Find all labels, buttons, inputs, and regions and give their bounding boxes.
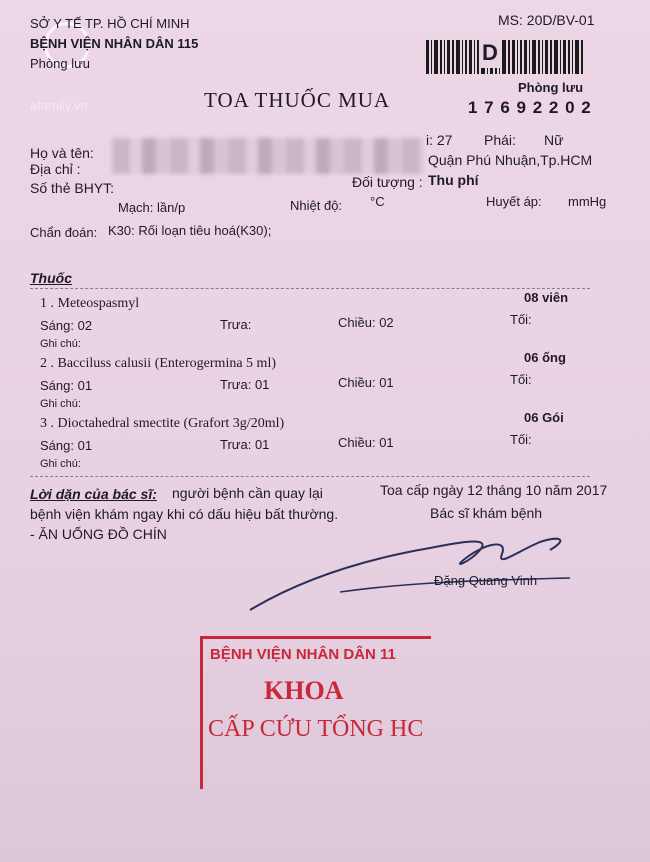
bhyt-label: Số thẻ BHYT: <box>30 180 115 196</box>
document-title: TOA THUỐC MUA <box>204 88 391 112</box>
diagnosis-value: K30: Rối loạn tiêu hoá(K30); <box>108 223 272 238</box>
barcode-letter: D <box>480 38 500 68</box>
diagnosis-label: Chẩn đoán: <box>30 225 98 240</box>
temperature-unit: °C <box>370 194 385 209</box>
address-label: Địa chỉ : <box>30 161 81 177</box>
dose-night: Tối: <box>510 372 532 387</box>
issue-date: Toa cấp ngày 12 tháng 10 năm 2017 <box>380 482 608 498</box>
divider <box>30 288 590 289</box>
department-stamp <box>200 632 430 832</box>
advice-text: - ĂN UỐNG ĐỒ CHÍN <box>30 526 167 542</box>
dept-name: SỞ Y TẾ TP. HỒ CHÍ MINH <box>30 16 190 31</box>
sex-label: Phái: <box>484 132 516 148</box>
dose-night: Tối: <box>510 312 532 327</box>
medicine-name: 2 . Bacciluss calusii (Enterogermina 5 ml) <box>40 356 276 371</box>
hospital-name: BỆNH VIỆN NHÂN DÂN 115 <box>30 36 199 51</box>
advice-text: người bệnh cần quay lại <box>172 485 323 501</box>
dose-noon: Trưa: <box>220 317 252 332</box>
advice-text: bệnh viện khám ngay khi có dấu hiệu bất thường. <box>30 506 339 522</box>
medicine-name: 1 . Meteospasmyl <box>40 296 140 311</box>
blood-pressure-unit: mmHg <box>568 194 607 209</box>
stamp-hospital: BỆNH VIỆN NHÂN DÂN 11 <box>210 646 396 663</box>
dose-evening: Chiều: 01 <box>338 435 394 450</box>
object-label: Đối tượng : <box>352 174 423 190</box>
watermark-text: afamily.vn <box>30 98 88 113</box>
sex-value: Nữ <box>544 132 564 148</box>
temperature-label: Nhiệt độ: <box>290 198 343 213</box>
medicine-section-title: Thuốc <box>30 270 72 286</box>
doctor-name: Đặng Quang Vinh <box>434 573 538 588</box>
blood-pressure-label: Huyết áp: <box>486 194 542 209</box>
medicine-quantity: 06 Gói <box>524 410 564 425</box>
object-value: Thu phí <box>428 172 479 188</box>
address-value: Quận Phú Nhuận,Tp.HCM <box>428 152 593 168</box>
dose-evening: Chiều: 02 <box>338 315 394 330</box>
ward-name: Phòng lưu <box>30 56 91 71</box>
dose-evening: Chiều: 01 <box>338 375 394 390</box>
medicine-note: Ghi chú: <box>40 338 81 350</box>
medicine-name: 3 . Dioctahedral smectite (Grafort 3g/20ml) <box>40 416 285 431</box>
room-number: 1 7 6 9 2 2 0 2 <box>468 98 592 117</box>
stamp-unit: CẤP CỨU TỔNG HC <box>208 716 424 742</box>
form-code: MS: 20D/BV-01 <box>498 12 595 28</box>
barcode <box>426 40 606 74</box>
dose-noon: Trưa: 01 <box>220 377 270 392</box>
dose-night: Tối: <box>510 432 532 447</box>
dose-morning: Sáng: 01 <box>40 378 93 393</box>
medicine-quantity: 08 viên <box>524 290 569 305</box>
dose-noon: Trưa: 01 <box>220 437 270 452</box>
divider <box>30 476 590 477</box>
stamp-department: KHOA <box>264 676 344 705</box>
dose-morning: Sáng: 02 <box>40 318 93 333</box>
advice-label: Lời dặn của bác sĩ: <box>30 486 157 502</box>
dose-morning: Sáng: 01 <box>40 438 93 453</box>
pulse-field: Mạch: lần/p <box>118 200 186 215</box>
room-label: Phòng lưu <box>518 80 584 95</box>
redacted-name-block <box>112 138 424 174</box>
medicine-note: Ghi chú: <box>40 458 81 470</box>
medicine-note: Ghi chú: <box>40 398 81 410</box>
age-fragment: i: 27 <box>426 132 453 148</box>
name-label: Họ và tên: <box>30 145 94 161</box>
medicine-quantity: 06 ống <box>524 350 566 365</box>
signature-icon <box>240 520 580 620</box>
doctor-label: Bác sĩ khám bệnh <box>430 505 543 521</box>
